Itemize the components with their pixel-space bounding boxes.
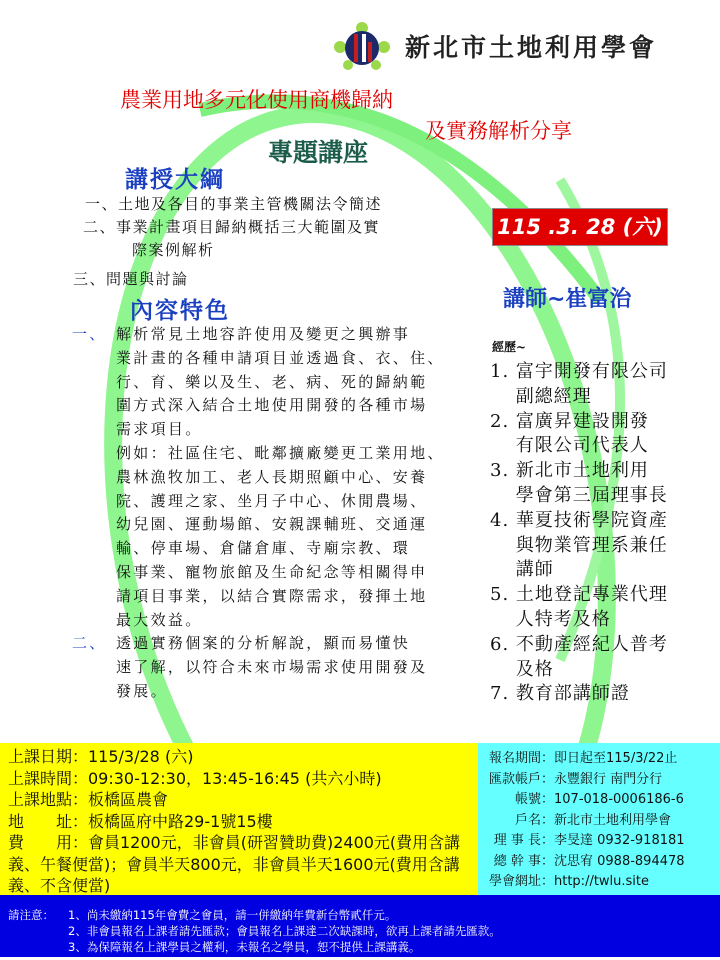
feature-line: 例如：社區住宅、毗鄰擴廠變更工業用地、 xyxy=(116,443,445,462)
career-line: 及格 xyxy=(490,658,554,680)
career-line: 副總經理 xyxy=(490,385,592,407)
registration-box xyxy=(478,743,720,895)
notice-label: 請注意： xyxy=(8,908,54,922)
org-name: 新北市土地利用學會 xyxy=(405,33,658,62)
association-logo xyxy=(332,22,392,72)
course-info-line: 地 址：板橋區府中路29-1號15樓 xyxy=(8,811,273,831)
features-heading: 內容特色 xyxy=(130,298,230,324)
course-info-box xyxy=(0,743,478,895)
feature-number: 二、 xyxy=(72,634,107,653)
registration-value: 107-018-0006186-6 xyxy=(554,792,684,807)
career-line: 1. 富宇開發有限公司 xyxy=(490,361,668,382)
lecturer-name: 講師~崔富治 xyxy=(503,287,632,312)
feature-line: 保事業、寵物旅館及生命紀念等相關得申 xyxy=(116,562,428,581)
course-info-line: 費 用：會員1200元，非會員(研習贊助費)2400元(費用含講義、午餐便當)；會員半天800元，非會員半天1600元(費用含講義、不含便當) xyxy=(8,833,461,895)
outline-heading: 講授大綱 xyxy=(125,167,225,193)
registration-row xyxy=(484,770,720,791)
feature-line: 最大效益。 xyxy=(116,610,203,629)
feature-line: 速了解，以符合未來市場需求使用開發及 xyxy=(116,658,428,677)
feature-text xyxy=(116,632,427,703)
feature-line: 請項目事業，以結合實際需求，發揮土地 xyxy=(116,586,428,605)
career-line: 5. 土地登記專業代理 xyxy=(490,584,668,606)
registration-key: 學會網址： xyxy=(488,874,554,889)
outline-item: 際案例解析 xyxy=(99,241,215,259)
registration-key: 帳號： xyxy=(514,792,554,807)
feature-item xyxy=(72,323,445,632)
notice-line: 3、為保障報名上課學員之權利，未報名之學員，恕不提供上課講義。 xyxy=(68,940,421,954)
registration-key: 總 幹 事： xyxy=(493,853,554,869)
feature-item xyxy=(72,632,445,703)
registration-value: 即日起至115/3/22止 xyxy=(554,751,678,766)
registration-row xyxy=(484,872,720,893)
outline-item: 二、事業計畫項目歸納概括三大範圍及實 xyxy=(83,218,381,236)
notice-line: 2、非會員報名上課者請先匯款；會員報名上課達二次缺課時，欲再上課者請先匯款。 xyxy=(68,924,501,938)
features-list xyxy=(72,323,445,704)
feature-line: 農林漁牧加工、老人長期照顧中心、安養 xyxy=(116,467,428,486)
registration-value: http://twlu.site xyxy=(554,874,650,889)
registration-row xyxy=(484,811,720,832)
feature-line: 院、護理之家、坐月子中心、休閒農場、 xyxy=(116,491,428,510)
event-subtitle: 專題講座 xyxy=(268,138,369,167)
registration-key: 理 事 長： xyxy=(493,833,554,848)
feature-line: 需求項目。 xyxy=(116,420,203,439)
career-list xyxy=(490,360,668,707)
feature-line: 解析常見土地容許使用及變更之興辦事 xyxy=(116,325,411,343)
notice-line: 1、尚未繳納115年會費之會員，請一併繳納年費新台幣貳仟元。 xyxy=(68,908,397,922)
career-line: 講師 xyxy=(490,559,554,581)
course-info-line: 上課日期：115/3/28 (六) xyxy=(8,747,194,766)
feature-line: 圍方式深入結合土地使用開發的各種市場 xyxy=(116,396,428,415)
registration-value: 新北市土地利用學會 xyxy=(554,812,672,828)
career-line: 4. 華夏技術學院資產 xyxy=(490,509,668,531)
registration-key: 戶名： xyxy=(514,812,554,828)
career-line: 7. 教育部講師證 xyxy=(490,683,630,705)
career-line: 與物業管理系兼任 xyxy=(490,534,668,556)
course-info-line: 上課地點：板橋區農會 xyxy=(8,790,169,809)
notice-box xyxy=(0,895,720,957)
registration-row xyxy=(484,852,720,873)
registration-row xyxy=(484,831,720,852)
outline-item: 一、土地及各目的事業主管機關法令簡述 xyxy=(85,195,383,213)
feature-line: 幼兒園、運動場館、安親課輔班、交通運 xyxy=(116,515,428,534)
career-line: 2. 富廣昇建設開發 xyxy=(490,410,649,432)
registration-row xyxy=(484,749,720,770)
feature-text xyxy=(116,323,445,632)
outline-list xyxy=(73,193,383,291)
registration-row xyxy=(484,790,720,811)
registration-value: 沈思宥 0988-894478 xyxy=(554,853,685,869)
event-title-line2: 及實務解析分享 xyxy=(425,119,572,143)
registration-key: 匯款帳戶： xyxy=(488,771,554,787)
career-line: 學會第三屆理事長 xyxy=(490,484,668,506)
feature-line: 業計畫的各種申請項目並透過食、衣、住、 xyxy=(116,348,445,367)
feature-line: 透過實務個案的分析解說，顯而易懂快 xyxy=(116,634,411,653)
registration-key: 報名期間： xyxy=(488,751,554,766)
course-info-line: 上課時間：09:30-12:30，13:45-16:45 (共六小時) xyxy=(8,768,382,788)
outline-item: 三、問題與討論 xyxy=(73,270,189,288)
career-line: 有限公司代表人 xyxy=(490,435,649,457)
career-label: 經歷~ xyxy=(492,340,527,354)
feature-line: 行、育、樂以及生、老、病、死的歸納範 xyxy=(116,372,428,391)
feature-number: 一、 xyxy=(72,325,107,343)
career-line: 3. 新北市土地利用 xyxy=(490,460,649,482)
registration-value: 永豐銀行 南門分行 xyxy=(554,771,663,787)
career-line: 人特考及格 xyxy=(490,608,611,630)
registration-value: 李旻達 0932-918181 xyxy=(554,833,685,848)
career-line: 6. 不動產經紀人普考 xyxy=(490,633,668,655)
event-date-badge: 115 .3. 28 (六) xyxy=(492,208,668,246)
event-title-line1: 農業用地多元化使用商機歸納 xyxy=(120,88,393,112)
feature-line: 發展。 xyxy=(116,681,168,700)
feature-line: 輸、停車場、倉儲倉庫、寺廟宗教、環 xyxy=(116,539,411,558)
